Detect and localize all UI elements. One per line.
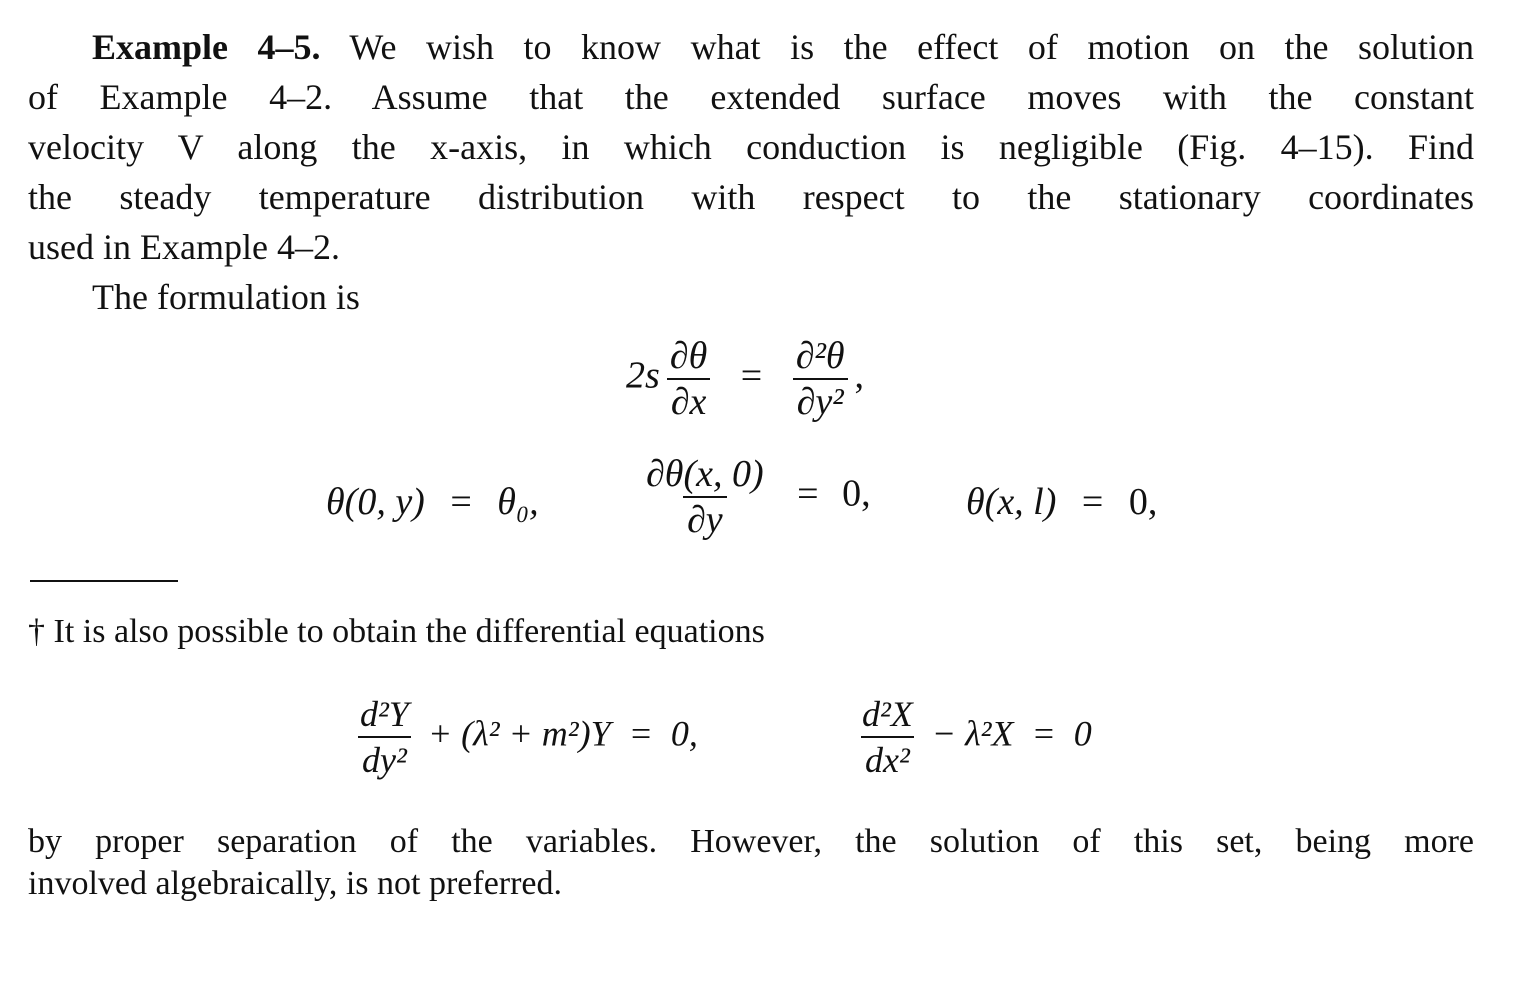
pde-coefficient: 2s bbox=[626, 354, 660, 397]
fraction-numerator: ∂θ(x, 0) bbox=[646, 453, 764, 495]
equals-sign: = bbox=[740, 354, 763, 397]
footnote-line-1: by proper separation of the variables. However, the solution of this set, being more bbox=[28, 823, 1474, 860]
footnote-intro: † It is also possible to obtain the differential equations bbox=[28, 613, 765, 650]
fraction-numerator: ∂θ bbox=[669, 335, 708, 377]
fraction-denominator: ∂x bbox=[667, 378, 711, 424]
fraction-denominator: dx² bbox=[861, 736, 914, 782]
equals-sign: = bbox=[450, 481, 472, 523]
fraction-numerator: d²X bbox=[862, 694, 913, 734]
bc2-rhs: 0, bbox=[842, 472, 871, 515]
eq2-rest: − λ²X = 0 bbox=[931, 713, 1092, 754]
eq1-fraction bbox=[356, 692, 413, 782]
bc1-rhs: θ₀, bbox=[497, 481, 539, 523]
footnote-equation-1 bbox=[350, 692, 698, 782]
fraction-denominator: ∂y bbox=[683, 496, 727, 542]
fraction-denominator: ∂y² bbox=[793, 378, 848, 424]
eq1-rest: + (λ² + m²)Y = 0, bbox=[427, 713, 698, 754]
fraction-numerator: ∂²θ bbox=[795, 335, 845, 377]
formulation-intro: The formulation is bbox=[92, 277, 360, 317]
footnote-rule bbox=[30, 580, 178, 582]
fraction-denominator: dy² bbox=[358, 736, 411, 782]
bc2-fraction bbox=[642, 452, 768, 542]
paragraph-line-4: the steady temperature distribution with respect to the stationary coordinates bbox=[28, 177, 1474, 217]
comma: , bbox=[854, 354, 865, 397]
bc1-lhs: θ(0, y) bbox=[326, 481, 425, 523]
line-text: We wish to know what is the effect of motion on the solution bbox=[349, 27, 1474, 67]
eq2-fraction bbox=[858, 692, 917, 782]
equals-sign: = bbox=[797, 472, 819, 515]
footnote-equation-2 bbox=[852, 692, 1092, 782]
example-label: Example 4–5. bbox=[92, 27, 321, 67]
fraction-numerator: d²Y bbox=[360, 694, 409, 734]
equals-sign: = bbox=[1081, 481, 1104, 523]
paragraph-line-1 bbox=[92, 22, 1474, 72]
boundary-condition-1 bbox=[326, 480, 539, 524]
paragraph-line-2: of Example 4–2. Assume that the extended surface moves with the constant bbox=[28, 77, 1474, 117]
boundary-condition-2 bbox=[636, 452, 871, 542]
bc3-rhs: 0, bbox=[1128, 481, 1158, 523]
pde-equation bbox=[626, 334, 864, 424]
paragraph-line-3: velocity V along the x-axis, in which conduction is negligible (Fig. 4–15). Find bbox=[28, 127, 1474, 167]
footnote-line-2: involved algebraically, is not preferred. bbox=[28, 865, 563, 902]
boundary-condition-3 bbox=[966, 480, 1157, 524]
pde-rhs-fraction bbox=[792, 334, 849, 424]
pde-lhs-fraction bbox=[666, 334, 711, 424]
paragraph-line-5: used in Example 4–2. bbox=[28, 227, 340, 267]
bc3-lhs: θ(x, l) bbox=[966, 481, 1057, 523]
